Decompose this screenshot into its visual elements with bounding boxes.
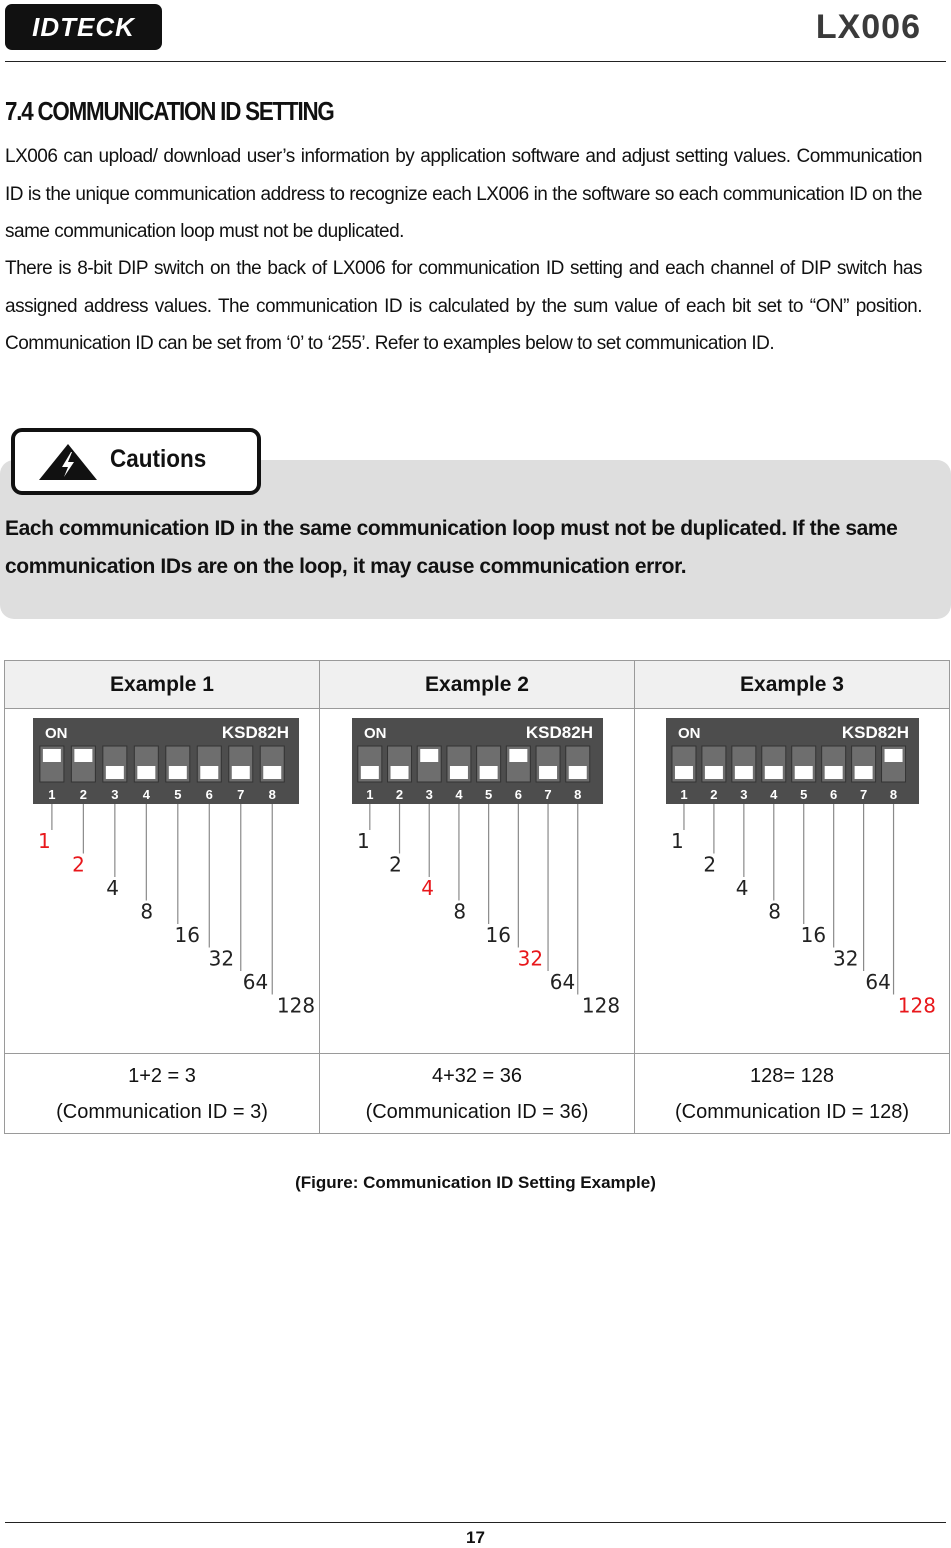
example-2-header: Example 2	[320, 661, 635, 709]
dip-switch-diagram	[638, 709, 947, 1047]
bit-value-label: 16	[174, 923, 200, 947]
switch-toggle	[449, 766, 467, 779]
example-1-result	[5, 1054, 320, 1134]
switch-toggle	[200, 766, 218, 779]
on-label: ON	[363, 725, 386, 742]
switch-toggle	[232, 766, 250, 779]
bit-value-label: 32	[208, 946, 235, 971]
switch-toggle	[390, 766, 408, 779]
idteck-logo	[5, 4, 162, 50]
example-3-figure	[635, 709, 950, 1054]
switch-number: 4	[454, 787, 463, 802]
switch-number: 2	[395, 787, 403, 802]
caution-text: Each communication ID in the same communication loop must not be duplicated. If the same communication IDs are on the loop, it may cause communication error.	[5, 517, 898, 578]
switch-toggle	[137, 766, 155, 779]
bit-value-label: 1	[670, 829, 684, 853]
switch-number: 2	[709, 787, 718, 802]
switch-toggle	[263, 766, 281, 779]
switch-number: 8	[573, 787, 581, 802]
switch-number: 5	[799, 787, 807, 802]
example-1-figure	[5, 709, 320, 1054]
switch-number: 6	[829, 787, 837, 802]
bit-value-label: 8	[767, 899, 781, 924]
dip-switch-diagram	[324, 709, 631, 1047]
caution-label-box	[11, 428, 261, 495]
switch-toggle	[884, 749, 902, 762]
switch-number: 7	[543, 787, 552, 802]
example-3-header: Example 3	[635, 661, 950, 709]
example-1-header: Example 1	[5, 661, 320, 709]
switch-number: 4	[142, 787, 150, 802]
switch-number: 8	[889, 787, 897, 802]
switch-toggle	[568, 766, 586, 779]
switch-number: 3	[111, 787, 119, 802]
switch-toggle	[360, 766, 378, 779]
switch-toggle	[479, 766, 497, 779]
switch-number: 5	[484, 787, 492, 802]
switch-number: 1	[365, 787, 373, 802]
example-3-sum: 128= 128	[750, 1064, 834, 1087]
on-label: ON	[45, 725, 68, 742]
switch-toggle	[854, 766, 872, 779]
bit-value-label: 128	[581, 993, 620, 1018]
bit-value-label: 16	[485, 923, 511, 947]
example-2-figure	[320, 709, 635, 1054]
bit-value-label: 2	[388, 852, 402, 877]
bit-value-label: 32	[517, 946, 543, 971]
switch-toggle	[824, 766, 842, 779]
example-2-sum: 4+32 = 36	[431, 1064, 523, 1087]
bit-value-label: 1	[38, 829, 51, 853]
example-2-id: (Communication ID = 36)	[365, 1100, 589, 1123]
bit-value-label: 128	[276, 993, 316, 1018]
switch-number: 5	[174, 787, 182, 802]
switch-toggle	[674, 766, 692, 779]
switch-number: 6	[514, 787, 522, 802]
figure-caption: (Figure: Communication ID Setting Example)	[295, 1173, 656, 1192]
example-2-result	[320, 1054, 635, 1134]
switch-toggle	[734, 766, 752, 779]
bit-value-label: 2	[702, 852, 716, 877]
bit-value-label: 64	[242, 970, 269, 994]
example-3-id: (Communication ID = 128)	[675, 1100, 909, 1123]
switch-toggle	[106, 766, 124, 779]
switch-number: 6	[205, 787, 213, 802]
switch-number: 7	[237, 787, 245, 802]
bit-value-label: 4	[735, 876, 749, 900]
switch-toggle	[74, 749, 92, 762]
footer-divider	[5, 1522, 946, 1523]
example-1-id: (Communication ID = 3)	[56, 1100, 268, 1123]
switch-number: 7	[859, 787, 867, 802]
dip-switch-diagram	[5, 709, 327, 1047]
bit-value-label: 4	[106, 876, 120, 900]
switch-number: 2	[79, 787, 87, 802]
caution-label: Cautions	[110, 445, 207, 473]
paragraph-1: LX006 can upload/ download user’s information by application software and adjust setting values. Communication ID is the unique communication address to recognize each LX006 in the software so each communication ID on the same communication loop must not be duplicated.	[5, 146, 922, 242]
switch-toggle	[509, 749, 527, 762]
model-label: KSD82H	[525, 723, 593, 742]
switch-toggle	[794, 766, 812, 779]
paragraph-2: There is 8-bit DIP switch on the back of LX006 for communication ID setting and each channel of DIP switch has assigned address values. The communication ID is calculated by the sum value of each bit set to “ON” position. Communication ID can be set from ‘0’ to ‘255’. Refer to examples below to set communication ID.	[5, 258, 922, 354]
warning-icon	[37, 442, 99, 482]
switch-toggle	[764, 766, 782, 779]
on-label: ON	[677, 725, 700, 742]
bit-value-label: 1	[356, 829, 370, 853]
bit-value-label: 32	[832, 946, 858, 971]
bit-value-label: 16	[800, 923, 826, 947]
examples-table	[4, 660, 950, 1134]
bit-value-label: 8	[140, 899, 154, 924]
switch-number: 3	[739, 787, 747, 802]
switch-toggle	[420, 749, 438, 762]
section-title: 7.4 COMMUNICATION ID SETTING	[5, 96, 334, 126]
switch-toggle	[539, 766, 557, 779]
logo-text: IDTECK	[32, 12, 135, 42]
page-number: 17	[466, 1528, 485, 1547]
switch-number: 4	[769, 787, 777, 802]
switch-toggle	[169, 766, 187, 779]
bit-value-label: 8	[452, 899, 466, 924]
bit-value-label: 64	[864, 970, 891, 994]
switch-toggle	[704, 766, 722, 779]
switch-number: 3	[425, 787, 433, 802]
model-label: KSD82H	[841, 723, 909, 742]
switch-number: 1	[48, 787, 56, 802]
model-name: LX006	[815, 8, 921, 46]
example-3-result	[635, 1054, 950, 1134]
switch-number: 1	[679, 787, 688, 802]
bit-value-label: 64	[549, 970, 575, 994]
example-1-sum: 1+2 = 3	[128, 1064, 196, 1087]
switch-number: 8	[268, 787, 276, 802]
model-label: KSD82H	[221, 723, 289, 742]
header-divider	[5, 61, 946, 62]
bit-value-label: 2	[72, 852, 85, 877]
bit-value-label: 128	[897, 993, 936, 1018]
bit-value-label: 4	[420, 876, 434, 900]
switch-toggle	[43, 749, 61, 762]
